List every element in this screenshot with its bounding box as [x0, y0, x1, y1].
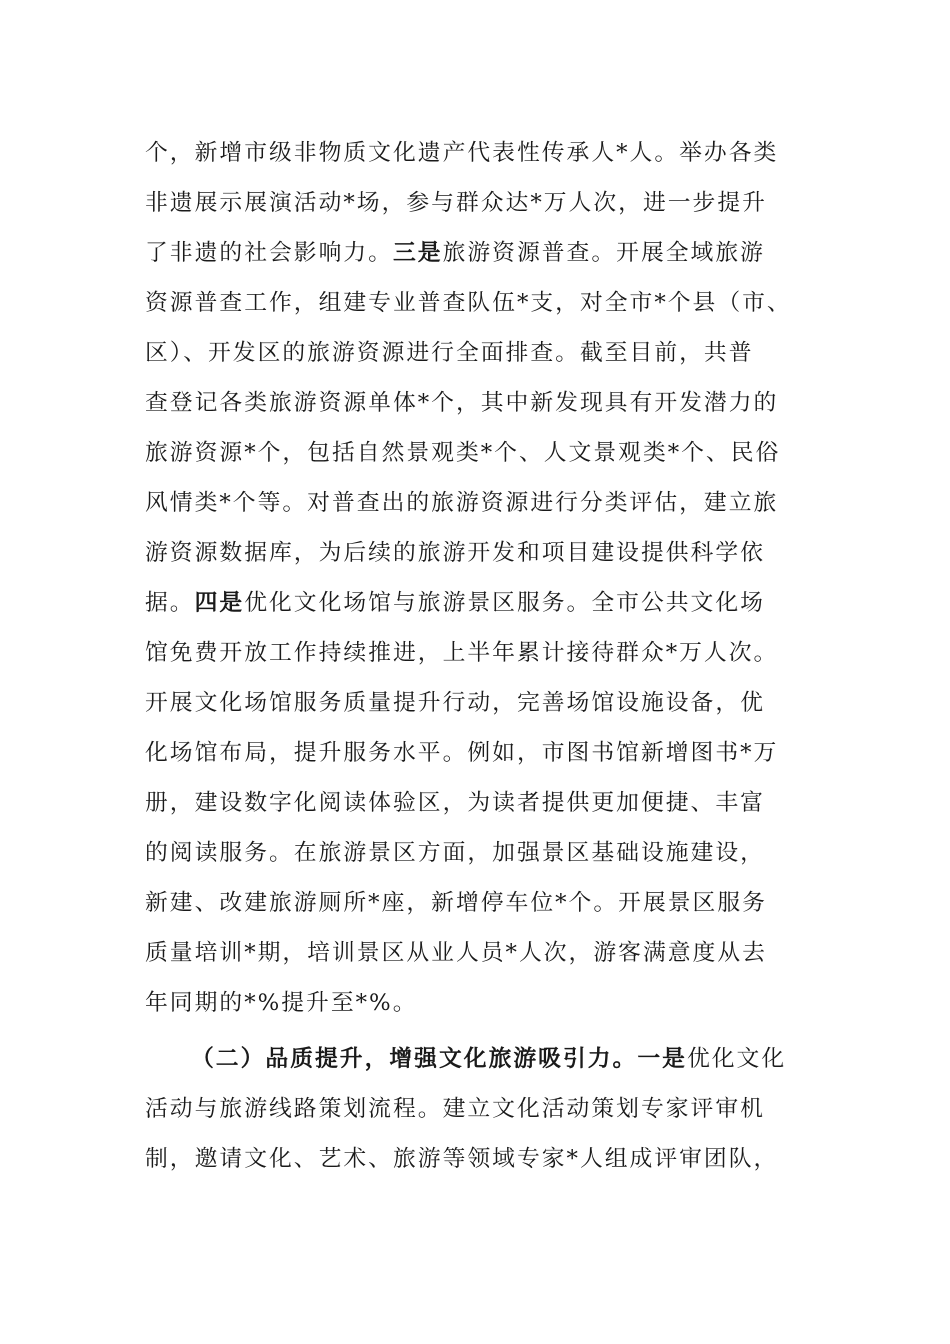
text-line: [145, 228, 765, 278]
text-line: 馆免费开放工作持续推进，上半年累计接待群众*万人次。: [145, 640, 779, 666]
text-run: 了非遗的社会影响力。: [145, 240, 393, 266]
text-line: 册，建设数字化阅读体验区，为读者提供更加便捷、丰富: [145, 790, 765, 816]
text-run: 优化文化场馆与旅游景区服务。全市公共文化场: [244, 590, 765, 616]
text-line: 年同期的*%提升至*%。: [145, 990, 418, 1016]
text-line: 游资源数据库，为后续的旅游开发和项目建设提供科学依: [145, 540, 765, 566]
text-line: 制，邀请文化、艺术、旅游等领域专家*人组成评审团队，: [145, 1146, 779, 1172]
text-run: 据。: [145, 590, 195, 616]
text-line: 非遗展示展演活动*场，参与群众达*万人次，进一步提升: [145, 190, 767, 216]
bold-marker-si-shi: 四是: [194, 590, 245, 616]
text-line: 化场馆布局，提升服务水平。例如，市图书馆新增图书*万: [145, 740, 779, 766]
text-line: 风情类*个等。对普查出的旅游资源进行分类评估，建立旅: [145, 490, 779, 516]
text-line: 资源普查工作，组建专业普查队伍*支，对全市*个县（市、: [145, 290, 792, 316]
text-line: [145, 578, 765, 628]
text-line: 的阅读服务。在旅游景区方面，加强景区基础设施建设，: [145, 840, 765, 866]
section-heading-line: [191, 1034, 786, 1084]
text-line: 区）、开发区的旅游资源进行全面排查。截至目前，共普: [145, 340, 754, 366]
bold-marker-san-shi: 三是: [392, 240, 443, 266]
section-heading: （二）品质提升，增强文化旅游吸引力。: [191, 1046, 638, 1072]
text-line: 质量培训*期，培训景区从业人员*人次，游客满意度从去: [145, 940, 767, 966]
bold-marker-yi-shi: 一是: [637, 1046, 687, 1072]
text-line: 开展文化场馆服务质量提升行动，完善场馆设施设备，优: [145, 690, 765, 716]
text-line: 个，新增市级非物质文化遗产代表性传承人*人。举办各类: [145, 140, 779, 166]
text-line: 新建、改建旅游厕所*座，新增停车位*个。开展景区服务: [145, 890, 767, 916]
text-run: 优化文化: [686, 1046, 787, 1072]
text-run: 旅游资源普查。开展全域旅游: [442, 240, 765, 266]
text-line: 活动与旅游线路策划流程。建立文化活动策划专家评审机: [145, 1096, 765, 1122]
text-line: 查登记各类旅游资源单体*个，其中新发现具有开发潜力的: [145, 390, 779, 416]
text-line: 旅游资源*个，包括自然景观类*个、人文景观类*个、民俗: [145, 440, 781, 466]
